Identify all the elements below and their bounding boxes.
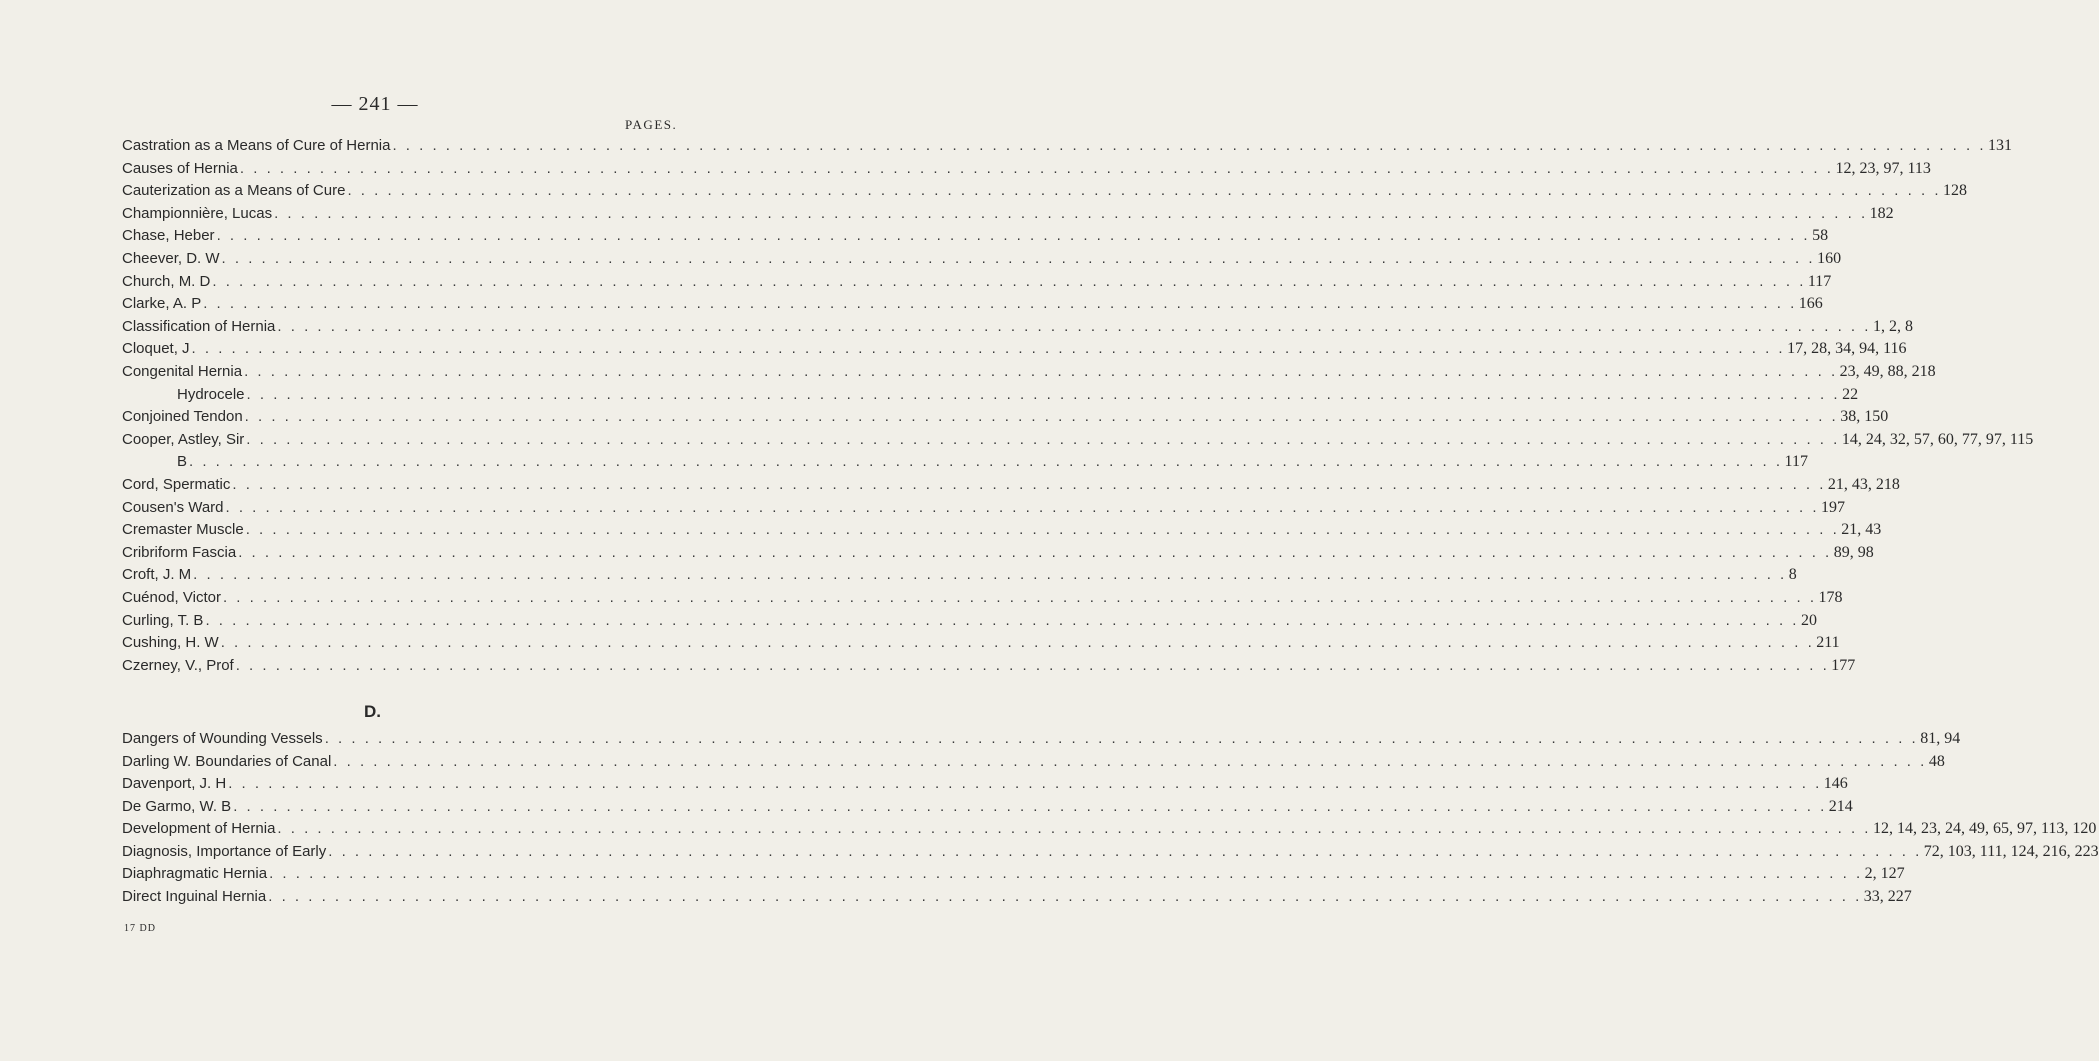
index-entry-pages: 160 bbox=[1817, 250, 1842, 267]
index-entry-name: Cushing, H. W bbox=[122, 634, 219, 652]
dot-leader: . . . . . . . . . . . . . . . . . . . . . . . . . . . . . . . . . . . . . . . . . . . . . . . . . . . . . . . . . . . . . . . . . . . . . . . . . . . . . . . . . . . . . . . . . . . . . . . . . . . . . . . . . . . . . . . . . . . . . . . . bbox=[235, 656, 1830, 674]
index-entry bbox=[122, 473, 1900, 496]
index-entry bbox=[122, 631, 1840, 654]
section-letter-d: D. bbox=[364, 702, 381, 721]
signature-mark: 17 DD bbox=[124, 923, 156, 934]
index-entry-pages: 182 bbox=[1869, 204, 1894, 222]
dot-leader: . . . . . . . . . . . . . . . . . . . . . . . . . . . . . . . . . . . . . . . . . . . . . . . . . . . . . . . . . . . . . . . . . . . . . . . . . . . . . . . . . . . . . . . . . . . . . . . . . . . . . . . . . . . . . . . . . . . . . . . . bbox=[245, 521, 1840, 539]
index-entry-pages: 166 bbox=[1798, 295, 1823, 313]
dot-leader: . . . . . . . . . . . . . . . . . . . . . . . . . . . . . . . . . . . . . . . . . . . . . . . . . . . . . . . . . . . . . . . . . . . . . . . . . . . . . . . . . . . . . . . . . . . . . . . . . . . . . . . . . . . . . . . . . . . . . . . . bbox=[333, 752, 1927, 770]
dot-leader: . . . . . . . . . . . . . . . . . . . . . . . . . . . . . . . . . . . . . . . . . . . . . . . . . . . . . . . . . . . . . . . . . . . . . . . . . . . . . . . . . . . . . . . . . . . . . . . . . . . . . . . . . . . . . . . . . . . . . . . . bbox=[232, 476, 1826, 493]
index-entry-name: Direct Inguinal Hernia bbox=[122, 887, 267, 905]
index-entry-pages: 117 bbox=[1807, 272, 1832, 290]
index-entry-name: Chase, Heber bbox=[122, 227, 215, 245]
index-entry-pages: 81, 94 bbox=[1920, 730, 1961, 747]
index-entry-pages: 178 bbox=[1818, 589, 1843, 606]
index-entry bbox=[122, 179, 1967, 202]
index-entry bbox=[122, 817, 2097, 840]
index-entry-pages: 1, 2, 8 bbox=[1872, 317, 1913, 335]
index-entry-name: Cremaster Muscle bbox=[122, 521, 244, 539]
index-entry bbox=[122, 496, 1846, 519]
index-entry-name: B bbox=[177, 453, 188, 471]
index-entry-name: Causes of Hernia bbox=[122, 159, 238, 177]
index-entry bbox=[122, 518, 1882, 541]
dot-leader: . . . . . . . . . . . . . . . . . . . . . . . . . . . . . . . . . . . . . . . . . . . . . . . . . . . . . . . . . . . . . . . . . . . . . . . . . . . . . . . . . . . . . . . . . . . . . . . . . . . . . . . . . . . . . . . . . . . . . . . . bbox=[392, 137, 1986, 154]
index-entry-pages: 12, 23, 97, 113 bbox=[1835, 159, 1931, 177]
index-entry-name: Diagnosis, Importance of Early bbox=[122, 842, 327, 860]
index-entry-name: Clarke, A. P bbox=[122, 295, 202, 313]
index-entry-pages: 22 bbox=[1842, 385, 1859, 403]
index-entry bbox=[122, 405, 1889, 428]
dot-leader: . . . . . . . . . . . . . . . . . . . . . . . . . . . . . . . . . . . . . . . . . . . . . . . . . . . . . . . . . . . . . . . . . . . . . . . . . . . . . . . . . . . . . . . . . . . . . . . . . . . . . . . . . . . . . . . . . . . . . . . . bbox=[244, 363, 1838, 380]
index-entry bbox=[122, 134, 2012, 157]
dot-leader: . . . . . . . . . . . . . . . . . . . . . . . . . . . . . . . . . . . . . . . . . . . . . . . . . . . . . . . . . . . . . . . . . . . . . . . . . . . . . . . . . . . . . . . . . . . . . . . . . . . . . . . . . . . . . . . . . . . . . . . . bbox=[244, 408, 1839, 426]
dot-leader: . . . . . . . . . . . . . . . . . . . . . . . . . . . . . . . . . . . . . . . . . . . . . . . . . . . . . . . . . . . . . . . . . . . . . . . . . . . . . . . . . . . . . . . . . . . . . . . . . . . . . . . . . . . . . . . . . . . . . . . . bbox=[221, 250, 1816, 267]
index-entry-pages: 89, 98 bbox=[1833, 543, 1874, 561]
index-entry-name: De Garmo, W. B bbox=[122, 797, 232, 815]
index-entry bbox=[122, 247, 1842, 270]
index-entry-pages: 38, 150 bbox=[1840, 408, 1889, 426]
dot-leader: . . . . . . . . . . . . . . . . . . . . . . . . . . . . . . . . . . . . . . . . . . . . . . . . . . . . . . . . . . . . . . . . . . . . . . . . . . . . . . . . . . . . . . . . . . . . . . . . . . . . . . . . . . . . . . . . . . . . . . . . bbox=[193, 566, 1787, 584]
index-entry-name: Croft, J. M bbox=[122, 566, 192, 584]
index-entry-pages: 117 bbox=[1784, 453, 1808, 471]
dot-leader: . . . . . . . . . . . . . . . . . . . . . . . . . . . . . . . . . . . . . . . . . . . . . . . . . . . . . . . . . . . . . . . . . . . . . . . . . . . . . . . . . . . . . . . . . . . . . . . . . . . . . . . . . . . . . . . . . . . . . . . . bbox=[238, 543, 1832, 561]
index-entry bbox=[122, 840, 2099, 863]
index-entry-pages: 58 bbox=[1812, 227, 1829, 245]
index-entry-name: Cauterization as a Means of Cure bbox=[122, 182, 346, 200]
index-entry-name: Cord, Spermatic bbox=[122, 476, 231, 493]
index-entry bbox=[122, 428, 2034, 451]
dot-leader: . . . . . . . . . . . . . . . . . . . . . . . . . . . . . . . . . . . . . . . . . . . . . . . . . . . . . . . . . . . . . . . . . . . . . . . . . . . . . . . . . . . . . . . . . . . . . . . . . . . . . . . . . . . . . . . . . . . . . . . . bbox=[225, 498, 1820, 516]
index-entry-pages: 21, 43, 218 bbox=[1827, 476, 1900, 493]
index-entry-pages: 214 bbox=[1828, 797, 1853, 815]
dot-leader: . . . . . . . . . . . . . . . . . . . . . . . . . . . . . . . . . . . . . . . . . . . . . . . . . . . . . . . . . . . . . . . . . . . . . . . . . . . . . . . . . . . . . . . . . . . . . . . . . . . . . . . . . . . . . . . . . . . . . . . . bbox=[269, 865, 1863, 882]
index-entry-pages: 72, 103, 111, 124, 216, 223 bbox=[1923, 842, 2099, 860]
index-entry bbox=[122, 202, 1894, 225]
index-entry-name: Darling W. Boundaries of Canal bbox=[122, 752, 332, 770]
index-entry bbox=[122, 450, 1808, 473]
index-entry bbox=[122, 862, 1905, 885]
index-entry-pages: 17, 28, 34, 94, 116 bbox=[1787, 340, 1907, 358]
index-entry-name: Classification of Hernia bbox=[122, 317, 276, 335]
index-entry-name: Davenport, J. H bbox=[122, 775, 227, 792]
index-entry-pages: 177 bbox=[1831, 656, 1856, 674]
index-entry bbox=[122, 224, 1829, 247]
index-entry bbox=[122, 315, 1913, 338]
dot-leader: . . . . . . . . . . . . . . . . . . . . . . . . . . . . . . . . . . . . . . . . . . . . . . . . . . . . . . . . . . . . . . . . . . . . . . . . . . . . . . . . . . . . . . . . . . . . . . . . . . . . . . . . . . . . . . . . . . . . . . . . bbox=[233, 797, 1827, 815]
index-entry-pages: 128 bbox=[1942, 182, 1967, 200]
dot-leader: . . . . . . . . . . . . . . . . . . . . . . . . . . . . . . . . . . . . . . . . . . . . . . . . . . . . . . . . . . . . . . . . . . . . . . . . . . . . . . . . . . . . . . . . . . . . . . . . . . . . . . . . . . . . . . . . . . . . . . . . bbox=[216, 227, 1811, 245]
dot-leader: . . . . . . . . . . . . . . . . . . . . . . . . . . . . . . . . . . . . . . . . . . . . . . . . . . . . . . . . . . . . . . . . . . . . . . . . . . . . . . . . . . . . . . . . . . . . . . . . . . . . . . . . . . . . . . . . . . . . . . . . bbox=[274, 204, 1868, 222]
index-entry bbox=[122, 772, 1848, 795]
dot-leader: . . . . . . . . . . . . . . . . . . . . . . . . . . . . . . . . . . . . . . . . . . . . . . . . . . . . . . . . . . . . . . . . . . . . . . . . . . . . . . . . . . . . . . . . . . . . . . . . . . . . . . . . . . . . . . . . . . . . . . . . bbox=[212, 272, 1806, 290]
index-entry bbox=[122, 795, 1853, 818]
dot-leader: . . . . . . . . . . . . . . . . . . . . . . . . . . . . . . . . . . . . . . . . . . . . . . . . . . . . . . . . . . . . . . . . . . . . . . . . . . . . . . . . . . . . . . . . . . . . . . . . . . . . . . . . . . . . . . . . . . . . . . . . bbox=[228, 775, 1822, 792]
index-entry bbox=[122, 563, 1797, 586]
index-entry-name: Hydrocele bbox=[177, 385, 245, 403]
index-entry-pages: 8 bbox=[1788, 566, 1797, 584]
dot-leader: . . . . . . . . . . . . . . . . . . . . . . . . . . . . . . . . . . . . . . . . . . . . . . . . . . . . . . . . . . . . . . . . . . . . . . . . . . . . . . . . . . . . . . . . . . . . . . . . . . . . . . . . . . . . . . . . . . . . . . . . bbox=[220, 634, 1815, 652]
index-entry bbox=[122, 609, 1817, 632]
index-entry bbox=[122, 157, 1931, 180]
index-entry-name: Cribriform Fascia bbox=[122, 543, 237, 561]
index-entry bbox=[122, 270, 1832, 293]
dot-leader: . . . . . . . . . . . . . . . . . . . . . . . . . . . . . . . . . . . . . . . . . . . . . . . . . . . . . . . . . . . . . . . . . . . . . . . . . . . . . . . . . . . . . . . . . . . . . . . . . . . . . . . . . . . . . . . . . . . . . . . . bbox=[347, 182, 1941, 200]
page-number: — 241 — bbox=[331, 93, 419, 115]
index-entry bbox=[122, 586, 1843, 609]
index-entry bbox=[122, 727, 1961, 750]
dot-leader: . . . . . . . . . . . . . . . . . . . . . . . . . . . . . . . . . . . . . . . . . . . . . . . . . . . . . . . . . . . . . . . . . . . . . . . . . . . . . . . . . . . . . . . . . . . . . . . . . . . . . . . . . . . . . . . . . . . . . . . . bbox=[277, 317, 1871, 335]
index-entry-pages: 211 bbox=[1816, 634, 1840, 652]
index-entry-name: Cuénod, Victor bbox=[122, 589, 221, 606]
dot-leader: . . . . . . . . . . . . . . . . . . . . . . . . . . . . . . . . . . . . . . . . . . . . . . . . . . . . . . . . . . . . . . . . . . . . . . . . . . . . . . . . . . . . . . . . . . . . . . . . . . . . . . . . . . . . . . . . . . . . . . . . bbox=[328, 842, 1922, 860]
index-entry bbox=[122, 750, 1945, 773]
index-entry-pages: 14, 24, 32, 57, 60, 77, 97, 115 bbox=[1841, 430, 2034, 448]
index-entry-pages: 131 bbox=[1988, 137, 2012, 154]
dot-leader: . . . . . . . . . . . . . . . . . . . . . . . . . . . . . . . . . . . . . . . . . . . . . . . . . . . . . . . . . . . . . . . . . . . . . . . . . . . . . . . . . . . . . . . . . . . . . . . . . . . . . . . . . . . . . . . . . . . . . . . . bbox=[205, 611, 1799, 629]
index-entry-name: Dangers of Wounding Vessels bbox=[122, 730, 323, 747]
index-entry-name: Diaphragmatic Hernia bbox=[122, 865, 268, 882]
index-entry-name: Church, M. D bbox=[122, 272, 211, 290]
dot-leader: . . . . . . . . . . . . . . . . . . . . . . . . . . . . . . . . . . . . . . . . . . . . . . . . . . . . . . . . . . . . . . . . . . . . . . . . . . . . . . . . . . . . . . . . . . . . . . . . . . . . . . . . . . . . . . . . . . . . . . . . bbox=[268, 887, 1862, 905]
index-entry bbox=[122, 541, 1874, 564]
index-entry bbox=[122, 654, 1856, 677]
dot-leader: . . . . . . . . . . . . . . . . . . . . . . . . . . . . . . . . . . . . . . . . . . . . . . . . . . . . . . . . . . . . . . . . . . . . . . . . . . . . . . . . . . . . . . . . . . . . . . . . . . . . . . . . . . . . . . . . . . . . . . . . bbox=[277, 820, 1871, 837]
dot-leader: . . . . . . . . . . . . . . . . . . . . . . . . . . . . . . . . . . . . . . . . . . . . . . . . . . . . . . . . . . . . . . . . . . . . . . . . . . . . . . . . . . . . . . . . . . . . . . . . . . . . . . . . . . . . . . . . . . . . . . . . bbox=[246, 385, 1841, 403]
index-entry-pages: 197 bbox=[1821, 498, 1846, 516]
index-entry-pages: 33, 227 bbox=[1863, 887, 1912, 905]
index-entry-name: Curling, T. B bbox=[122, 611, 204, 629]
index-entry bbox=[122, 360, 1936, 383]
index-entry-name: Cloquet, J bbox=[122, 340, 190, 358]
index-entry-pages: 20 bbox=[1800, 611, 1817, 629]
index-entry-pages: 2, 127 bbox=[1864, 865, 1905, 882]
index-entry-name: Castration as a Means of Cure of Hernia bbox=[122, 137, 391, 154]
index-entry-name: Championnière, Lucas bbox=[122, 204, 273, 222]
dot-leader: . . . . . . . . . . . . . . . . . . . . . . . . . . . . . . . . . . . . . . . . . . . . . . . . . . . . . . . . . . . . . . . . . . . . . . . . . . . . . . . . . . . . . . . . . . . . . . . . . . . . . . . . . . . . . . . . . . . . . . . . bbox=[246, 430, 1840, 448]
dot-leader: . . . . . . . . . . . . . . . . . . . . . . . . . . . . . . . . . . . . . . . . . . . . . . . . . . . . . . . . . . . . . . . . . . . . . . . . . . . . . . . . . . . . . . . . . . . . . . . . . . . . . . . . . . . . . . . . . . . . . . . . bbox=[222, 589, 1817, 606]
index-entry-pages: 48 bbox=[1928, 752, 1945, 770]
dot-leader: . . . . . . . . . . . . . . . . . . . . . . . . . . . . . . . . . . . . . . . . . . . . . . . . . . . . . . . . . . . . . . . . . . . . . . . . . . . . . . . . . . . . . . . . . . . . . . . . . . . . . . . . . . . . . . . . . . . . . . . . bbox=[324, 730, 1919, 747]
index-entry bbox=[122, 292, 1823, 315]
index-entry-name: Cooper, Astley, Sir bbox=[122, 430, 245, 448]
index-entry-name: Conjoined Tendon bbox=[122, 408, 243, 426]
index-entry bbox=[122, 383, 1859, 406]
pages-column-header: PAGES. bbox=[625, 117, 678, 132]
index-entry-pages: 12, 14, 23, 24, 49, 65, 97, 113, 120 bbox=[1872, 820, 2097, 837]
index-entry-pages: 21, 43 bbox=[1841, 521, 1882, 539]
dot-leader: . . . . . . . . . . . . . . . . . . . . . . . . . . . . . . . . . . . . . . . . . . . . . . . . . . . . . . . . . . . . . . . . . . . . . . . . . . . . . . . . . . . . . . . . . . . . . . . . . . . . . . . . . . . . . . . . . . . . . . . . bbox=[203, 295, 1797, 313]
dot-leader: . . . . . . . . . . . . . . . . . . . . . . . . . . . . . . . . . . . . . . . . . . . . . . . . . . . . . . . . . . . . . . . . . . . . . . . . . . . . . . . . . . . . . . . . . . . . . . . . . . . . . . . . . . . . . . . . . . . . . . . . bbox=[239, 159, 1834, 177]
index-entry bbox=[122, 885, 1912, 908]
dot-leader: . . . . . . . . . . . . . . . . . . . . . . . . . . . . . . . . . . . . . . . . . . . . . . . . . . . . . . . . . . . . . . . . . . . . . . . . . . . . . . . . . . . . . . . . . . . . . . . . . . . . . . . . . . . . . . . . . . . . . . . . bbox=[191, 340, 1786, 358]
index-entry-name: Cousen's Ward bbox=[122, 498, 224, 516]
index-entry-pages: 23, 49, 88, 218 bbox=[1839, 363, 1936, 380]
index-entry-name: Congenital Hernia bbox=[122, 363, 243, 380]
index-entry-name: Czerney, V., Prof bbox=[122, 656, 234, 674]
dot-leader: . . . . . . . . . . . . . . . . . . . . . . . . . . . . . . . . . . . . . . . . . . . . . . . . . . . . . . . . . . . . . . . . . . . . . . . . . . . . . . . . . . . . . . . . . . . . . . . . . . . . . . . . . . . . . . . . . . . . . . . . bbox=[189, 453, 1783, 471]
index-entry bbox=[122, 337, 1907, 360]
index-entry-name: Development of Hernia bbox=[122, 820, 276, 837]
index-entry-name: Cheever, D. W bbox=[122, 250, 220, 267]
index-entry-pages: 146 bbox=[1823, 775, 1848, 792]
